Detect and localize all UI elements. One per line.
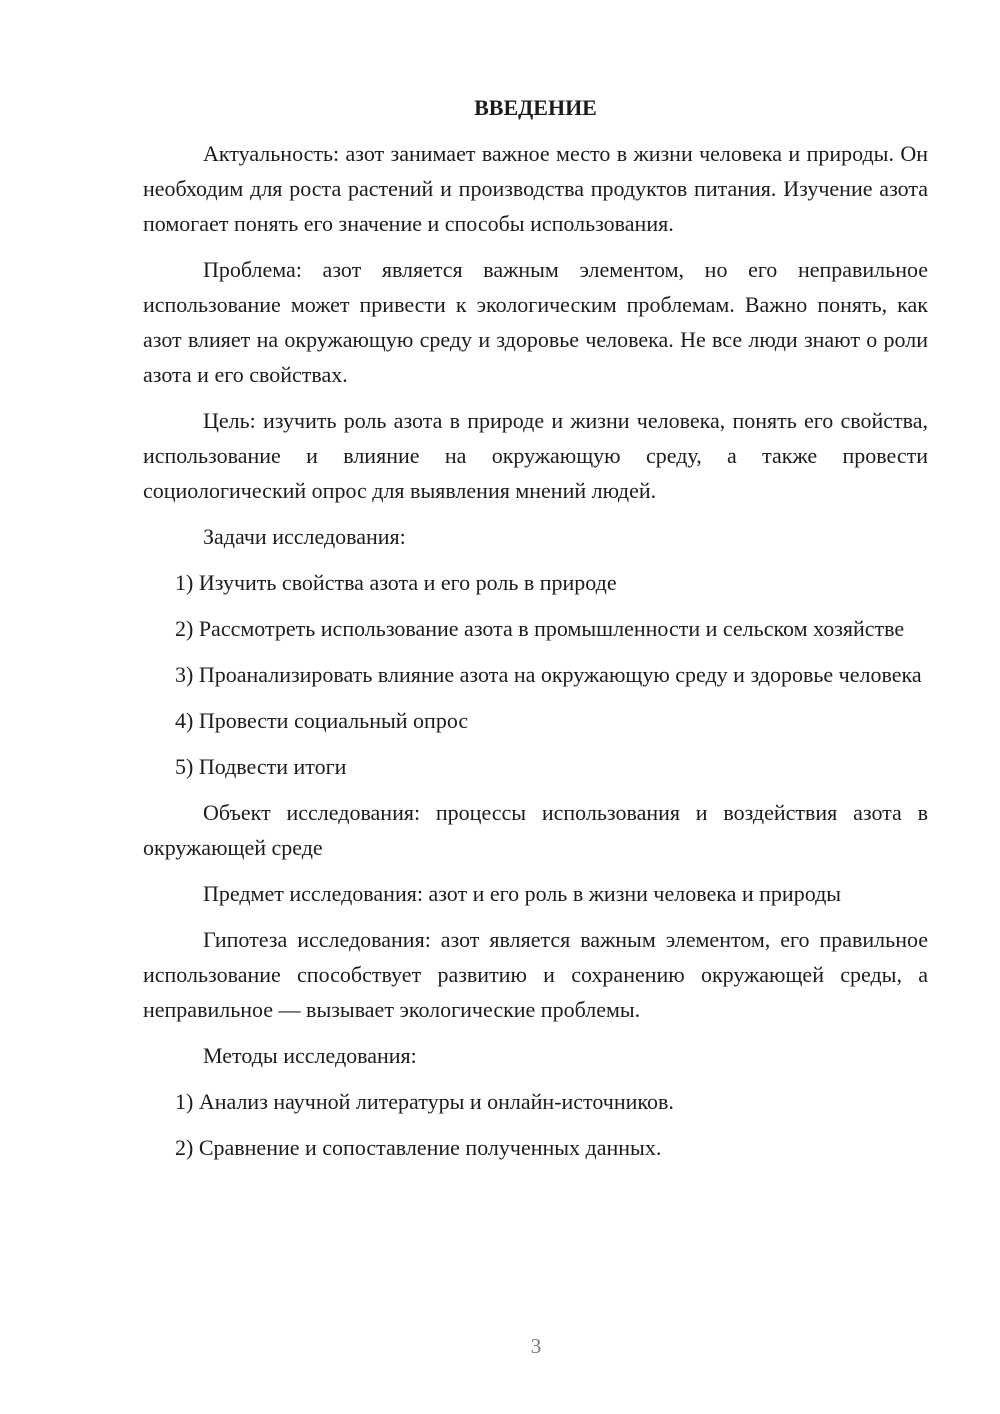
method-item-2: 2) Сравнение и сопоставление полученных данных.: [175, 1135, 662, 1160]
methods-heading: Методы исследования:: [203, 1043, 417, 1068]
task-item-5: 5) Подвести итоги: [175, 754, 347, 779]
task-item-2: 2) Рассмотреть использование азота в промышленности и сельском хозяйстве: [175, 616, 905, 641]
paragraph-subject: Предмет исследования: азот и его роль в жизни человека и природы: [203, 881, 842, 906]
paragraph-goal: Цель: изучить роль азота в природе и жизни человека, понять его свойства, использование и влияние на окружающую среду, а также провести социологический опрос для выявления мнений людей.: [143, 408, 928, 503]
task-item-3: 3) Проанализировать влияние азота на окружающую среду и здоровье человека: [175, 662, 922, 687]
paragraph-object: Объект исследования: процессы использования и воздействия азота в окружающей среде: [143, 800, 928, 860]
page-title: ВВЕДЕНИЕ: [474, 95, 597, 120]
document-page: [143, 90, 928, 1176]
method-item-1: 1) Анализ научной литературы и онлайн-источников.: [175, 1089, 674, 1114]
paragraph-problem: Проблема: азот является важным элементом, но его неправильное использование может привести к экологическим проблемам. Важно понять, как азот влияет на окружающую среду и здоровье человека. Не все люди знают о роли азота и его свойствах.: [143, 257, 928, 387]
page-number: 3: [530, 1334, 542, 1358]
task-item-4: 4) Провести социальный опрос: [175, 708, 469, 733]
tasks-heading: Задачи исследования:: [203, 524, 406, 549]
task-item-1: 1) Изучить свойства азота и его роль в природе: [175, 570, 617, 595]
paragraph-relevance: Актуальность: азот занимает важное место в жизни человека и природы. Он необходим для роста растений и производства продуктов питания. Изучение азота помогает понять его значение и способы использования.: [143, 141, 928, 236]
paragraph-hypothesis: Гипотеза исследования: азот является важным элементом, его правильное использование способствует развитию и сохранению окружающей среды, а неправильное — вызывает экологические проблемы.: [143, 927, 928, 1022]
